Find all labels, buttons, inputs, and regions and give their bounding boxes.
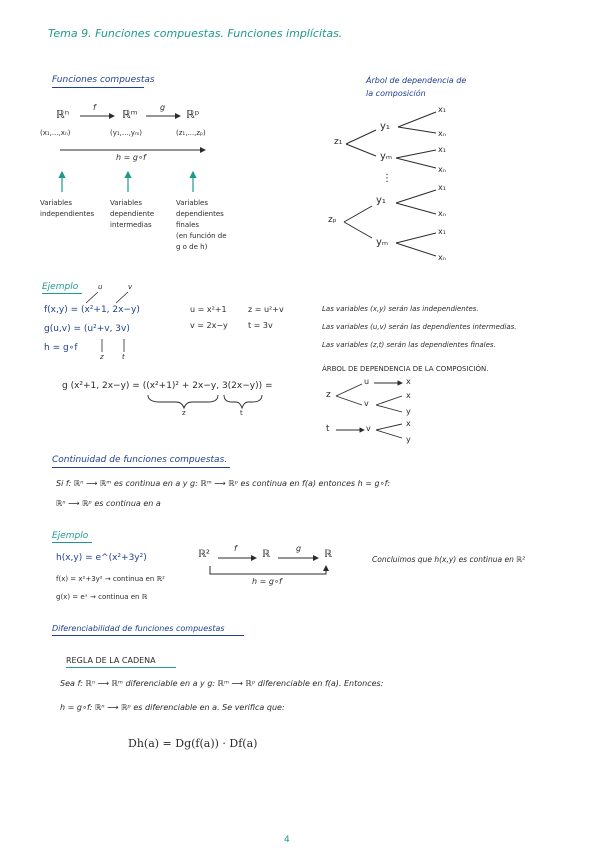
ej2-conclusion: Concluimos que h(x,y) es continua en ℝ² <box>372 555 526 564</box>
eq-t: t = 3v <box>248 321 273 330</box>
vars-independent: Variables independientes <box>40 199 95 218</box>
eq-u: u = x²+1 <box>190 305 227 314</box>
tree-ym: yₘ <box>380 151 393 162</box>
ej2-r2: ℝ² <box>198 549 210 560</box>
coords-z: (z₁,...,zₚ) <box>176 129 206 137</box>
ej2-g: g <box>296 544 302 553</box>
ej2-r: ℝ <box>262 549 270 560</box>
ej2-g-def: g(x) = eˣ → continua en ℝ <box>56 593 148 601</box>
continuity-line-1: Si f: ℝⁿ ⟶ ℝᵐ es continua en a y g: ℝᵐ ⟶ ℝᵖ es continua en f(a) entonces h = g∘f: <box>56 479 391 488</box>
ej1-v-mark: v <box>128 283 133 291</box>
tree-ym: yₘ <box>376 237 389 248</box>
h-composition: h = g∘f <box>116 153 146 162</box>
rm-label: ℝᵐ <box>122 108 138 121</box>
ej1-tree-u: u <box>364 377 370 386</box>
tree-x1: x₁ <box>438 105 446 114</box>
ej1-h-def: h = g∘f <box>44 343 78 353</box>
ej2-h-def: h(x,y) = e^(x²+3y²) <box>56 553 147 563</box>
ej1-tree-y: y <box>406 435 411 444</box>
g-label: g <box>160 103 166 112</box>
ej1-f-def: f(x,y) = (x²+1, 2x−y) <box>44 305 140 315</box>
ej2-f: f <box>234 544 237 553</box>
tree-y1: y₁ <box>380 121 390 132</box>
tree-y1: y₁ <box>376 195 386 206</box>
ej1-g-def: g(u,v) = (u²+v, 3v) <box>44 324 130 334</box>
ej1-tree-z: z <box>326 390 331 400</box>
ej1-tree-v: v <box>364 399 369 408</box>
tree-zp: zₚ <box>328 215 337 225</box>
chain-rule-formula: Dh(a) = Dg(f(a)) · Df(a) <box>128 737 258 750</box>
tree-branch <box>396 233 436 256</box>
section-heading-composite: Funciones compuestas <box>52 75 155 85</box>
tree-xn: xₙ <box>438 253 446 262</box>
tree-dots: ⋮ <box>382 173 392 184</box>
tree-branch <box>396 150 436 168</box>
ej1-z-mark: z <box>100 353 104 361</box>
tree-branch <box>346 130 376 156</box>
continuity-line-2: ℝⁿ ⟶ ℝᵖ es continua en a <box>56 499 161 508</box>
tree-branch <box>396 190 436 214</box>
ej1-tree-x: x <box>406 391 411 400</box>
tree-xn: xₙ <box>438 209 446 218</box>
section-heading-continuity: Continuidad de funciones compuestas. <box>52 455 228 465</box>
eq-z: z = u²+v <box>248 305 284 314</box>
example-heading: Ejemplo <box>42 282 79 292</box>
ej1-tree-v: v <box>366 424 371 433</box>
under-t: t <box>240 409 243 417</box>
chain-rule-line-1: Sea f: ℝⁿ ⟶ ℝᵐ diferenciable en a y g: ℝᵐ ⟶ ℝᵖ diferenciable en f(a). Entonces: <box>60 679 384 688</box>
note-final: Las variables (z,t) serán las dependientes finales. <box>322 341 496 349</box>
tree-title: Árbol de dependencia de la composición <box>366 76 467 98</box>
ej2-f-def: f(x) = x²+3y² → continua en ℝ² <box>56 575 165 583</box>
tree-x1: x₁ <box>438 183 446 192</box>
ej2-r-end: ℝ <box>324 549 332 560</box>
eq-v: v = 2x−y <box>190 321 228 330</box>
coords-y: (y₁,...,yₘ) <box>110 129 143 137</box>
section-heading-differentiability: Diferenciabilidad de funciones compuestas <box>52 624 225 633</box>
rn-label: ℝⁿ <box>56 108 70 121</box>
under-z: z <box>182 409 186 417</box>
ej1-t-mark: t <box>122 353 125 361</box>
tree-x1: x₁ <box>438 145 446 154</box>
vars-intermediate: Variables dependiente intermedias <box>110 199 155 229</box>
f-label: f <box>93 103 96 112</box>
ej1-tree-y: y <box>406 407 411 416</box>
coords-x: (x₁,...,xₙ) <box>40 129 71 137</box>
ej1-u-mark: u <box>98 283 103 291</box>
example-2-heading: Ejemplo <box>52 531 89 541</box>
ej1-tree-x: x <box>406 419 411 428</box>
note-independent: Las variables (x,y) serán las independientes. <box>322 305 479 313</box>
tree-z1: z₁ <box>334 137 343 147</box>
vars-final: Variables dependientes finales (en función de g o de h) <box>176 199 227 251</box>
tree-xn: xₙ <box>438 129 446 138</box>
ej1-tree-title: ÁRBOL DE DEPENDENCIA DE LA COMPOSICIÓN. <box>322 365 489 373</box>
chain-rule-line-2: h = g∘f: ℝⁿ ⟶ ℝᵖ es diferenciable en a. Se verifica que: <box>60 703 285 712</box>
note-intermediate: Las variables (u,v) serán las dependientes intermedias. <box>322 323 517 331</box>
ej1-tree-x: x <box>406 377 411 386</box>
rp-label: ℝᵖ <box>186 108 200 121</box>
page-number: 4 <box>284 835 290 845</box>
ej1-tree-t: t <box>326 424 330 434</box>
chain-rule-heading: REGLA DE LA CADENA <box>66 656 156 665</box>
page-title: Tema 9. Funciones compuestas. Funciones implícitas. <box>48 27 343 40</box>
tree-branch <box>344 206 372 238</box>
tree-x1: x₁ <box>438 227 446 236</box>
ej2-h: h = g∘f <box>252 577 282 586</box>
tree-branch <box>398 112 436 133</box>
tree-xn: xₙ <box>438 165 446 174</box>
composed-expression: g (x²+1, 2x−y) = ((x²+1)² + 2x−y, 3(2x−y)) = <box>62 381 273 391</box>
